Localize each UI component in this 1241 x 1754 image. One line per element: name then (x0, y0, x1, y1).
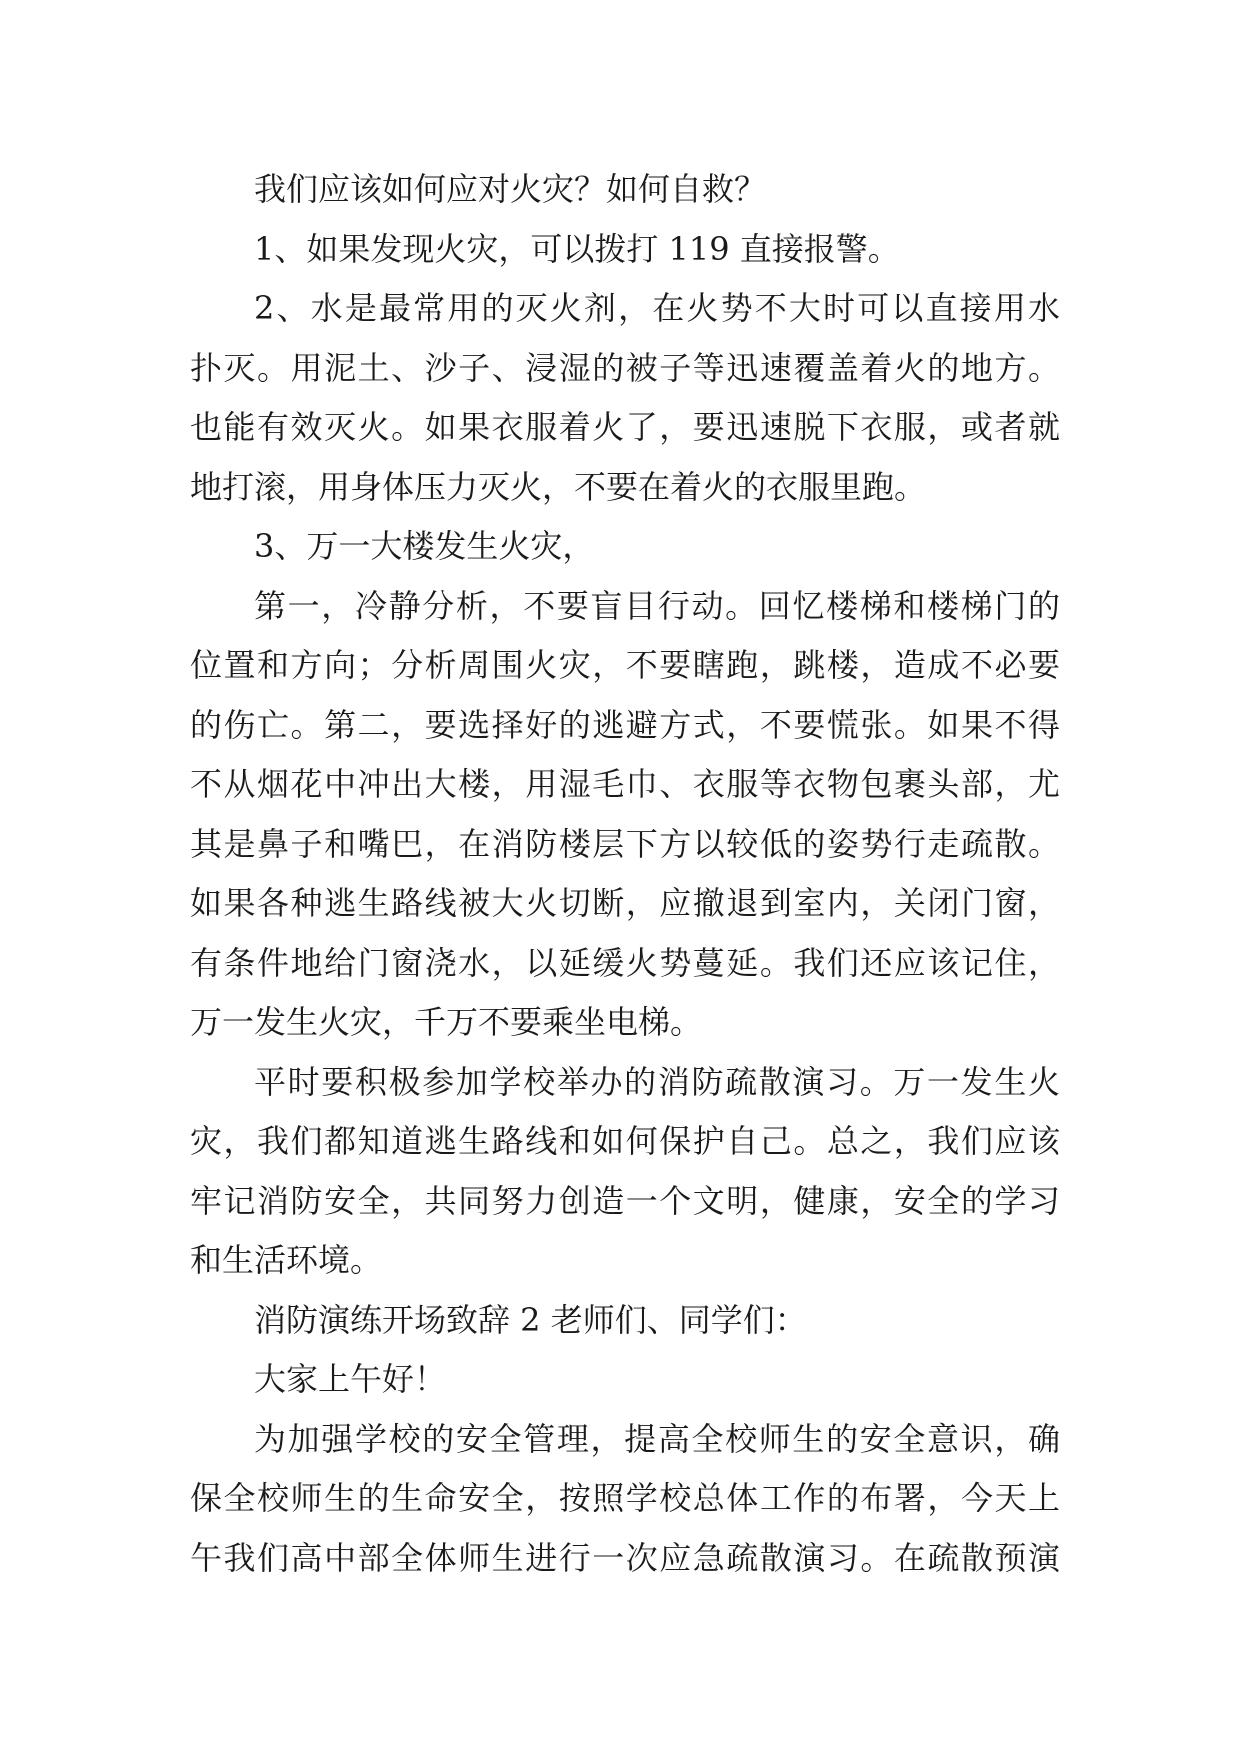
text-line: 牢记消防安全，共同努力创造一个文明，健康，安全的学习 (190, 1181, 1060, 1220)
text-line: 不从烟花中冲出大楼，用湿毛巾、衣服等衣物包裹头部，尤 (190, 765, 1060, 803)
text-line: 消防演练开场致辞 2 老师们、同学们： (254, 1300, 807, 1339)
text-line: 如果各种逃生路线被大火切断，应撤退到室内，关闭门窗， (190, 884, 1060, 922)
text-line: 和生活环境。 (190, 1241, 383, 1279)
text-line: 灾，我们都知道逃生路线和如何保护自己。总之，我们应该 (190, 1122, 1060, 1160)
text-line: 位置和方向；分析周围火灾，不要瞎跑，跳楼，造成不必要 (190, 646, 1060, 684)
text-line: 扑灭。用泥土、沙子、浸湿的被子等迅速覆盖着火的地方。 (190, 348, 1060, 387)
text-line: 午我们高中部全体师生进行一次应急疏散演习。在疏散预演 (190, 1538, 1060, 1577)
text-line: 地打滚，用身体压力灭火，不要在着火的衣服里跑。 (190, 467, 927, 506)
text-line: 第一，冷静分析，不要盲目行动。回忆楼梯和楼梯门的 (254, 586, 1060, 625)
text-line: 1、如果发现火灾，可以拨打 119 直接报警。 (254, 229, 900, 268)
text-line: 保全校师生的生命安全，按照学校总体工作的布署，今天上 (190, 1479, 1060, 1517)
text-line: 其是鼻子和嘴巴，在消防楼层下方以较低的姿势行走疏散。 (190, 824, 1060, 863)
text-line: 的伤亡。第二，要选择好的逃避方式，不要慌张。如果不得 (190, 705, 1060, 744)
text-line: 有条件地给门窗浇水，以延缓火势蔓延。我们还应该记住， (190, 943, 1060, 982)
text-line: 我们应该如何应对火灾？如何自救？ (254, 170, 767, 208)
text-line: 万一发生火灾，千万不要乘坐电梯。 (190, 1003, 703, 1041)
text-line: 大家上午好！ (254, 1360, 447, 1398)
text-line: 也能有效灭火。如果衣服着火了，要迅速脱下衣服，或者就 (190, 408, 1060, 446)
text-line: 2、水是最常用的灭火剂，在火势不大时可以直接用水 (254, 289, 1060, 327)
document-body (190, 160, 1060, 1588)
text-line: 3、万一大楼发生火灾， (254, 527, 595, 565)
text-line: 平时要积极参加学校举办的消防疏散演习。万一发生火 (254, 1062, 1060, 1101)
text-line: 为加强学校的安全管理，提高全校师生的安全意识，确 (254, 1419, 1060, 1458)
